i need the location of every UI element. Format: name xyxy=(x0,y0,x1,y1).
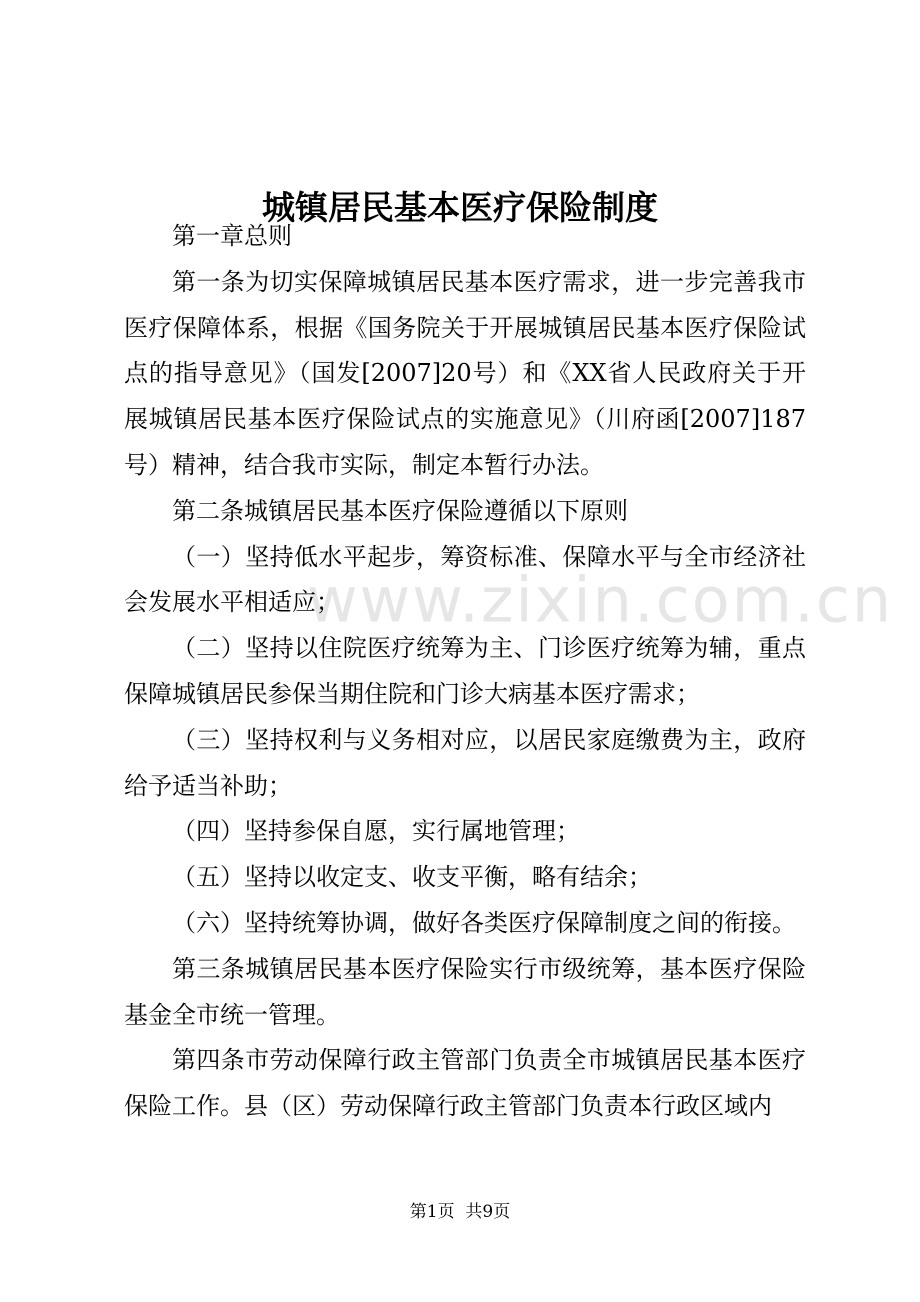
principle-1-paragraph: （一）坚持低水平起步，筹资标准、保障水平与全市经济社会发展水平相适应； xyxy=(124,542,806,617)
article-1-paragraph: 第一条为切实保障城镇居民基本医疗需求，进一步完善我市医疗保障体系，根据《国务院关于开展城镇居民基本医疗保险试点的指导意见》（国发[2007]20号）和《XX省人民政府关于开展城镇居民基本医疗保险试点的实施意见》（川府函[2007]187号）精神，结合我市实际，制定本暂行办法。 xyxy=(124,267,806,479)
principle-4-paragraph: （四）坚持参保自愿，实行属地管理； xyxy=(172,817,580,846)
chapter-heading: 第一章总则 xyxy=(172,222,292,250)
document-title: 城镇居民基本医疗保险制度 xyxy=(262,188,658,228)
article-2-paragraph: 第二条城镇居民基本医疗保险遵循以下原则 xyxy=(172,496,628,525)
footer-separator xyxy=(455,1202,466,1222)
principle-3-paragraph: （三）坚持权利与义务相对应，以居民家庭缴费为主，政府给予适当补助； xyxy=(124,725,806,800)
document-body xyxy=(124,214,806,1130)
article-4-paragraph: 第四条市劳动保障行政主管部门负责全市城镇居民基本医疗保险工作。县（区）劳动保障行政主管部门负责本行政区域内 xyxy=(124,1046,806,1121)
principle-2-paragraph: （二）坚持以住院医疗统筹为主、门诊医疗统筹为辅，重点保障城镇居民参保当期住院和门诊大病基本医疗需求； xyxy=(124,634,806,708)
principle-6-paragraph: （六）坚持统筹协调，做好各类医疗保障制度之间的衔接。 xyxy=(172,908,796,937)
principle-5-paragraph: （五）坚持以收定支、收支平衡，略有结余； xyxy=(172,863,652,892)
page-footer xyxy=(0,1200,920,1224)
article-3-paragraph: 第三条城镇居民基本医疗保险实行市级统筹，基本医疗保险基金全市统一管理。 xyxy=(124,954,806,1029)
page-total: 共9页 xyxy=(465,1202,511,1222)
watermark: www.zixin.com.cn xyxy=(306,563,894,637)
page-number: 第1页 xyxy=(409,1202,455,1222)
